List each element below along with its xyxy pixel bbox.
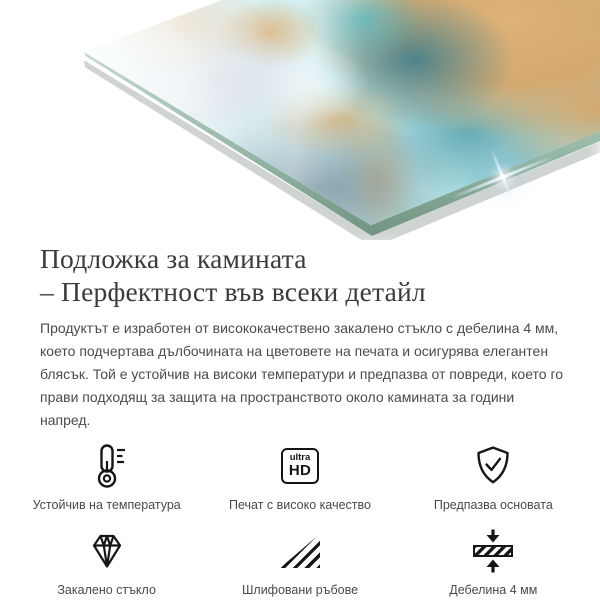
feature-label: Дебелина 4 мм — [449, 583, 538, 597]
product-hero-image — [0, 0, 600, 240]
features-grid — [0, 442, 600, 598]
product-description: Продуктът е изработен от висококачествено закалено стъкло с дебелина 4 мм, което подчертава дълбочината на цветовете на печата и осигурява елегантен блясък. Той е устойчив на високи температури и предпазва от повреди, което го прави подходящ за защита на пространството около камината за години напред. — [40, 320, 564, 428]
shield-check-icon — [474, 442, 512, 489]
title-line2: – Перфектност във всеки детайл — [40, 276, 426, 307]
feature-temperature-resistant — [10, 442, 203, 513]
feature-polished-edges — [203, 527, 396, 598]
ultra-hd-icon — [281, 442, 319, 489]
ultra-hd-text-top: ultra — [289, 451, 311, 463]
thermometer-icon — [86, 442, 128, 489]
feature-label: Предпазва основата — [433, 498, 553, 512]
diamond-icon — [87, 527, 127, 574]
feature-label: Шлифовани ръбове — [241, 583, 359, 597]
page-title — [40, 240, 560, 308]
polished-edges-icon — [280, 527, 320, 574]
feature-label: Печат с високо качество — [229, 498, 371, 512]
feature-tempered-glass — [10, 527, 203, 598]
glass-panel-print — [0, 0, 600, 240]
thickness-icon — [470, 527, 516, 574]
feature-thickness-4mm — [397, 527, 590, 598]
feature-label: Устойчив на температура — [32, 498, 181, 512]
sparkle-core — [500, 174, 506, 180]
title-line1: Подложка за камината — [40, 243, 307, 274]
feature-print-quality — [203, 442, 396, 513]
feature-protects-base — [397, 442, 590, 513]
ultra-hd-text-bottom: HD — [288, 462, 312, 480]
feature-label: Закалено стъкло — [57, 583, 156, 597]
